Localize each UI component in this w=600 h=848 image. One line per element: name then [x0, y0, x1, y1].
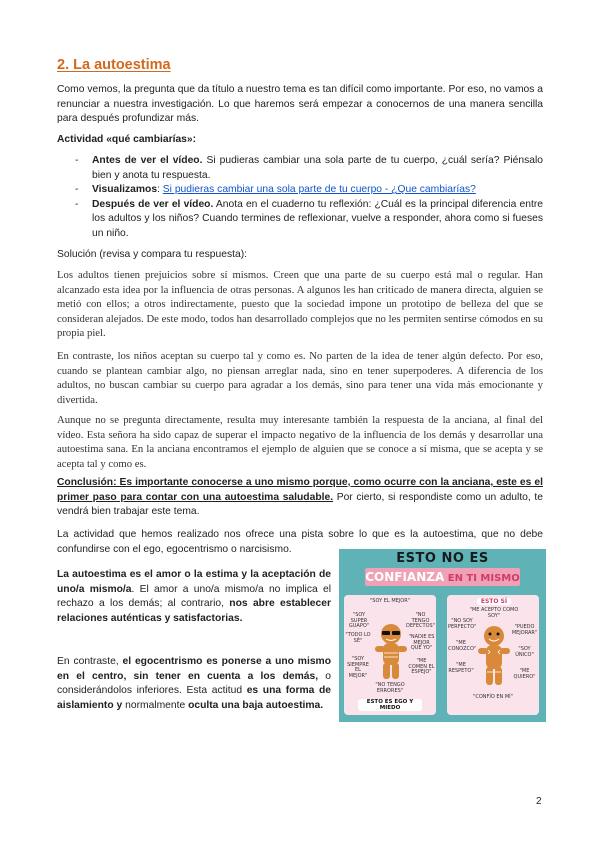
- video-link[interactable]: Si pudieras cambiar una sola parte de tu cuerpo - ¿Que cambiarías?: [162, 184, 476, 196]
- definition-bold: nos abre establecer relaciones auténticas y satisfactorias.: [57, 598, 331, 624]
- solution-paragraph: Aunque no se pregunta directamente, resulta muy interesante también la respuesta de la anciana, al final del vídeo. Esta señora ha sido capaz de superar el impacto negativo de la influencia de los demás y desarrollar una autoestima sana. En la anciana encontramos el ejemplo de alguien que se conoce a sí misma, que se acepta y se acepta tal y como es.: [57, 414, 543, 470]
- activity-item-before: [57, 154, 543, 183]
- solution-paragraph: Los adultos tienen prejuicios sobre sí mismos. Creen que una parte de su cuerpo está mal o regular. Han alcanzado esta idea por la influencia de otras personas. A algunos les han criticado de manera directa, alguien se metió con ellos; a otros indirectamente, puesto que la sociedad impone un prototipo de belleza del que se consideran alejados. De este modo, todos han desarrollado complejos que no les permiten sentirse cómodos en su propia piel.: [57, 269, 543, 340]
- poster-bubble: "NO SOY PERFECTO": [448, 618, 477, 630]
- poster-badge-esto-si: ESTO SÍ: [477, 598, 511, 605]
- definition-egocentrismo: [57, 655, 331, 713]
- poster-bubble: "SOY EL MEJOR": [370, 598, 410, 604]
- poster-bubble: "TODO LO SÉ": [345, 632, 371, 644]
- conclusion-bold: : Es importante conocerse a uno mismo porque, como ocurre con la anciana, este es el primer paso para contar con una autoestima saludable.: [57, 477, 543, 503]
- intro-paragraph: Como vemos, la pregunta que da título a nuestro tema es tan difícil como importante. Por eso, no vamos a renunciar a nuestra investigación. Lo que haremos será empezar a conocernos de una manera sencilla para después profundizar más.: [57, 84, 543, 125]
- poster-panel-ego: [344, 595, 436, 715]
- page-number: 2: [536, 796, 542, 807]
- activity-title: Actividad «qué cambiarías»:: [57, 134, 197, 145]
- conclusion-paragraph: [57, 476, 543, 520]
- definition-text: normalmente: [122, 699, 189, 711]
- activity-list: [57, 154, 543, 242]
- definition-bold: es una forma de aislamiento y: [57, 685, 331, 711]
- confidence-poster-image: [339, 549, 546, 722]
- poster-title-top: ESTO NO ES: [396, 551, 489, 566]
- activity-item-text: :: [157, 184, 163, 196]
- definition-bold: el egocentrismo es ponerse a uno mismo en el centro, sin tener en cuenta a los demás,: [57, 656, 331, 682]
- poster-bubble: "ME QUIERO": [513, 668, 536, 680]
- poster-title-bottom: [365, 568, 520, 588]
- gingerbread-happy-icon: [477, 625, 511, 687]
- activity-item-text: Anota en el cuaderno tu reflexión: ¿Cuál es la principal diferencia entre los adultos y los niños? Cuando termines de reflexionar, vuelve a responder, ahora como si fueses un niño.: [92, 198, 544, 239]
- definition-autoestima: [57, 568, 331, 626]
- activity-item-bold: Después de ver el vídeo.: [92, 198, 214, 210]
- poster-bubble: "SOY ÚNICO": [515, 646, 534, 658]
- definition-text: En contraste,: [57, 656, 123, 667]
- activity-item-watch: [57, 183, 543, 198]
- poster-panel-confidence: [447, 595, 539, 715]
- poster-bubble: "ME RESPETO": [448, 662, 474, 674]
- section-heading: 2. La autoestima: [57, 57, 171, 73]
- gingerbread-sunglasses-icon: [374, 623, 408, 681]
- poster-title-rest: EN TI MISMO: [444, 573, 520, 584]
- poster-bubble: "ME ACEPTO COMO SOY": [469, 607, 519, 619]
- activity-item-text: Si pudieras cambiar una sola parte de tu cuerpo, ¿cuál sería? Piénsalo bien y anota tu respuesta.: [92, 155, 544, 181]
- activity-item-bold: Antes de ver el vídeo.: [92, 155, 203, 166]
- activity-item-bold: Visualizamos: [92, 184, 158, 196]
- activity-item-after: [57, 198, 543, 242]
- definition-bold: oculta una baja autoestima.: [188, 699, 324, 711]
- poster-bubble: "NO TENGO ERRORES": [375, 682, 405, 694]
- poster-title-confianza: CONFIANZA: [365, 570, 445, 584]
- poster-bubble: "PUEDO MEJORAR": [511, 624, 538, 636]
- poster-bubble: "NO TENGO DEFECTOS": [406, 612, 435, 629]
- definition-bold: La autoestima es el amor o la estima y la aceptación de uno/a mismo/a: [57, 569, 331, 595]
- poster-bubble: "ME COMEN EL ESPEJO": [408, 658, 435, 675]
- poster-bubble: "SOY SUPER GUAPO": [348, 612, 370, 629]
- solution-paragraph: En contraste, los niños aceptan su cuerpo tal y como es. No parten de la idea de tener algún defecto. Por eso, cuando se plantean cambiar algo, no piensan arreglar nada, sino en tener superpoderes. A diferencia de los adultos, no buscan cambiar su cuerpo para agradar a los demás, sino para tener una vida más emocionante y divertida.: [57, 350, 543, 406]
- poster-ego-footer: ESTO ES EGO Y MIEDO: [358, 699, 422, 711]
- conclusion-tail: Por cierto, si respondiste como un adulto, te vendrá bien trabajar este tema.: [57, 491, 543, 518]
- definition-text: o considerándolos inferiores. Esta actitud: [57, 670, 331, 697]
- poster-bubble: "SOY SIEMPRE EL MEJOR": [347, 656, 369, 679]
- closing-note: La actividad que hemos realizado nos ofrece una pista sobre lo que es la autoestima, que no debe confundirse con el ego, egocentrismo o narcisismo.: [57, 529, 543, 555]
- conclusion-label: Conclusión: [57, 477, 114, 488]
- poster-bubble: "ME CONOZCO": [448, 640, 477, 652]
- definition-text: . El amor a uno/a mismo/a no implica el rechazo a los demás; al contrario,: [57, 583, 331, 610]
- solution-label: Solución (revisa y compara tu respuesta):: [57, 249, 248, 260]
- poster-bubble: "CONFÍO EN MÍ": [473, 694, 513, 700]
- poster-bubble: "NADIE ES MEJOR QUE YO": [408, 634, 435, 651]
